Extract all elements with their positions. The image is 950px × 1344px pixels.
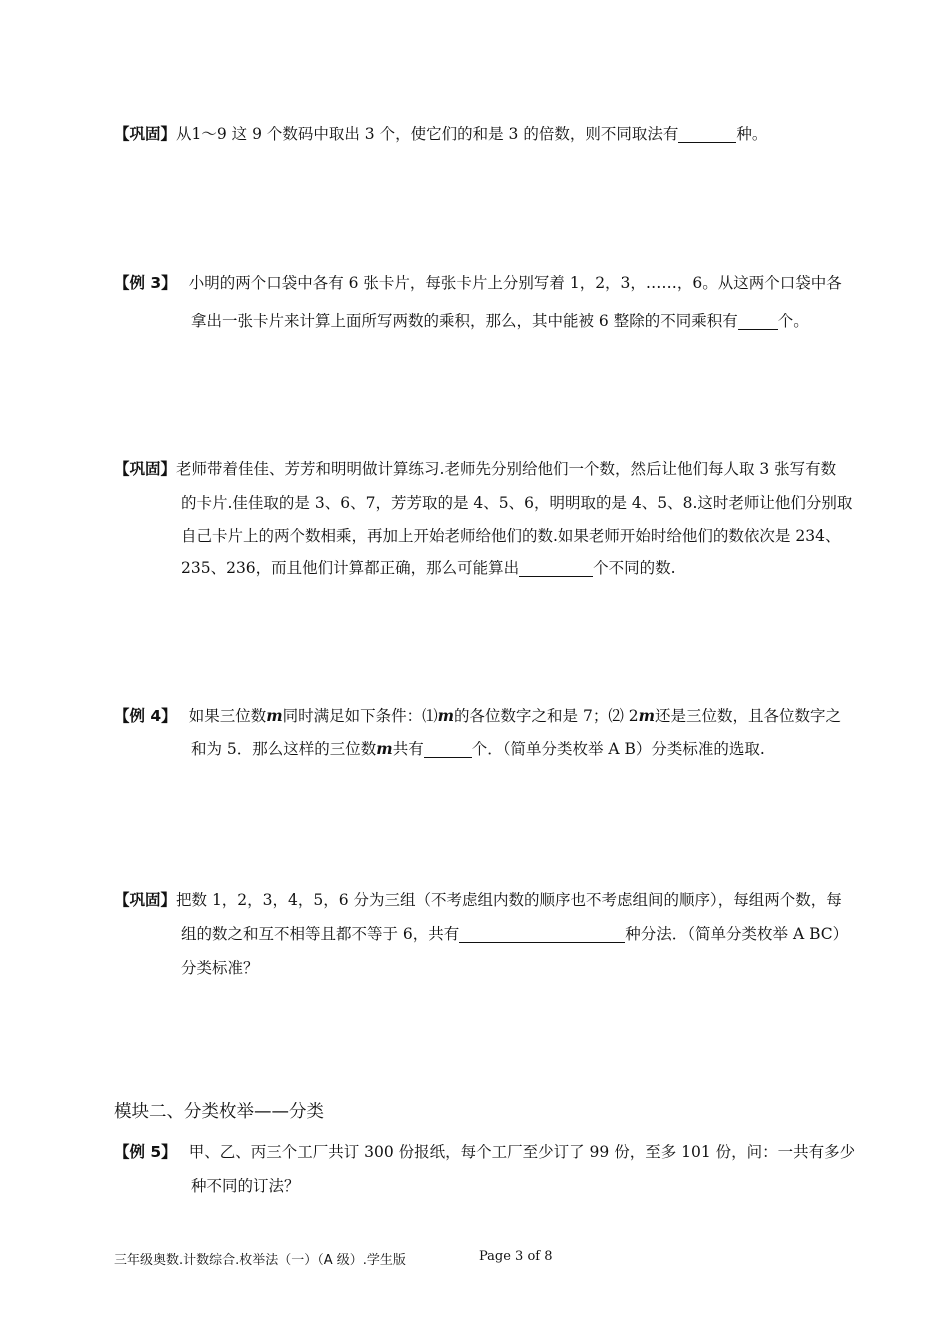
example-4-line-2 [191,732,765,766]
example-3-line-2 [191,304,809,338]
consolidation-2-line-3 [181,519,840,553]
consolidation-label: 【巩固】 [114,460,177,478]
example-3-line-1 [114,266,842,300]
footer-title: 三年级奥数.计数综合.枚举法（一）（A 级）.学生版 [114,1253,406,1268]
consolidation-1-line-1 [114,117,767,151]
question-text: 同时满足如下条件：⑴ [282,707,438,725]
consolidation-3-line-1 [114,883,842,917]
consolidation-3-line-2 [181,917,848,951]
consolidation-label: 【巩固】 [114,125,177,143]
question-text: 还是三位数，且各位数字之 [655,707,842,725]
consolidation-2-line-1 [114,452,836,486]
example-5-line-2 [191,1169,300,1203]
question-text: 的各位数字之和是 7；⑵ 2 [454,707,639,725]
footer-page-number: Page 3 of 8 [479,1249,553,1264]
example-4-line-1 [114,699,841,733]
example-5-line-1 [114,1135,855,1169]
question-text: 自己卡片上的两个数相乘，再加上开始老师给他们的数.如果老师开始时给他们的数依次是 234、 [181,527,841,545]
question-text: 老师带着佳佳、芳芳和明明做计算练习.老师先分别给他们一个数，然后让他们每人取 3 张写有数 [176,460,837,478]
question-text: 把数 1，2，3，4，5，6 分为三组（不考虑组内数的顺序也不考虑组间的顺序），每组两个数，每 [176,891,842,909]
question-text: 种分法．（简单分类枚举 A BC） [625,925,849,943]
example-label: 【例 3】 [114,274,177,292]
variable-m: m [638,706,656,725]
question-text: 小明的两个口袋中各有 6 张卡片，每张卡片上分别写着 1，2，3，……，6。从这两个口袋中各 [188,274,842,292]
question-text: 如果三位数 [188,707,267,725]
question-text: 拿出一张卡片来计算上面所写两数的乘积，那么，其中能被 6 整除的不同乘积有 [191,312,738,330]
question-text: 共有 [392,740,424,758]
answer-blank[interactable] [459,924,625,943]
question-text: 个。 [777,312,809,330]
variable-m: m [266,706,283,725]
question-text: 甲、乙、丙三个工厂共订 300 份报纸，每个工厂至少订了 99 份，至多 101 份，问：一共有多少 [188,1143,856,1161]
example-label: 【例 5】 [114,1143,177,1161]
answer-blank[interactable] [424,739,472,758]
question-text: 个．（简单分类枚举 A B）分类标准的选取. [471,740,765,758]
answer-blank[interactable] [738,311,778,330]
question-text: 个不同的数. [593,559,676,577]
question-text: 从1～9 这 9 个数码中取出 3 个，使它们的和是 3 的倍数，则不同取法有 [176,125,679,143]
question-text: 和为 5．那么这样的三位数 [191,740,377,758]
variable-m: m [376,739,393,758]
question-text: 种。 [736,125,768,143]
variable-m: m [437,706,455,725]
consolidation-2-line-2 [181,486,852,520]
question-text: 235、236，而且他们计算都正确，那么可能算出 [181,559,520,577]
answer-blank[interactable] [519,558,593,577]
section-heading: 模块二、分类枚举——分类 [114,1102,324,1122]
consolidation-label: 【巩固】 [114,891,177,909]
answer-blank[interactable] [678,124,736,143]
question-text: 的卡片.佳佳取的是 3、6、7，芳芳取的是 4、5、6，明明取的是 4、5、8.这时老师让他们分别取 [181,494,853,512]
example-label: 【例 4】 [114,707,177,725]
question-text: 分类标准？ [181,959,259,977]
question-text: 种不同的订法？ [191,1177,300,1195]
consolidation-2-line-4 [181,551,676,585]
question-text: 组的数之和互不相等且都不等于 6，共有 [181,925,460,943]
consolidation-3-line-3 [181,951,259,985]
